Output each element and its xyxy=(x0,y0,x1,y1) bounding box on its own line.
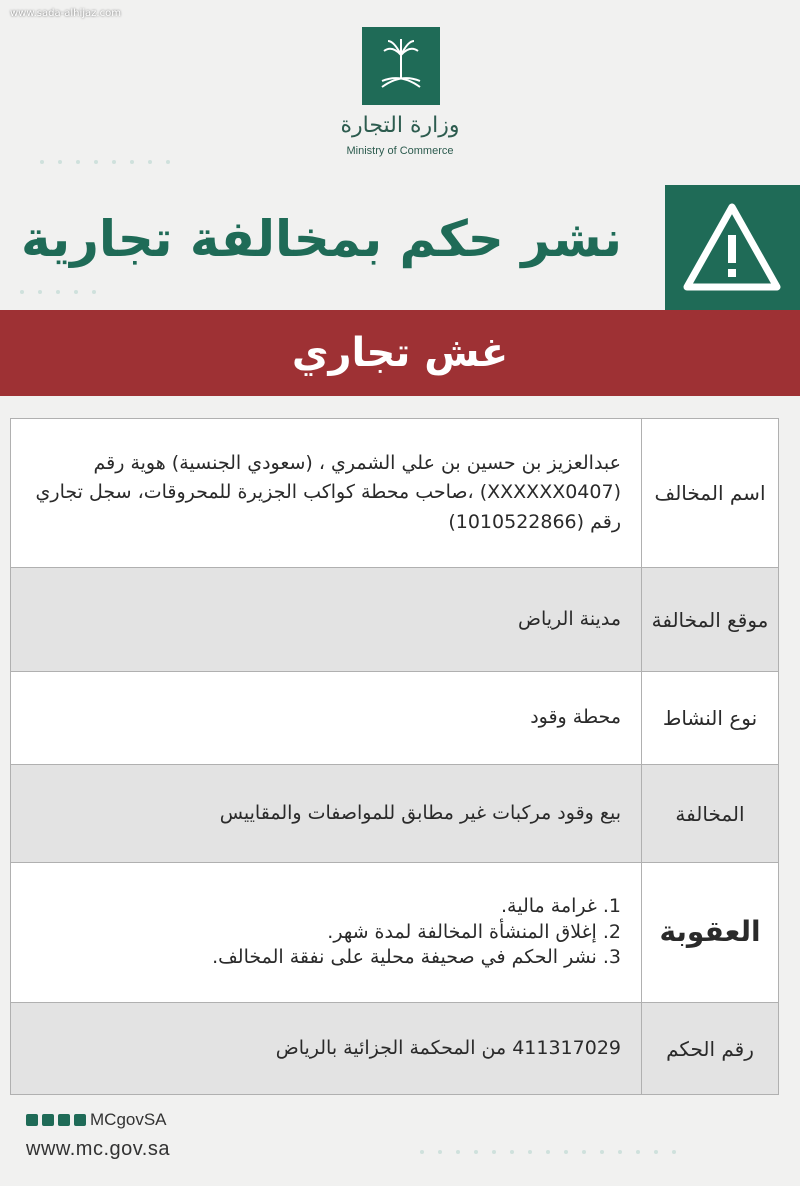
violation-description: بيع وقود مركبات غير مطابق للمواصفات والمقاييس xyxy=(219,801,621,824)
activity-type: محطة وقود xyxy=(530,706,621,729)
twitter-icon[interactable] xyxy=(26,1114,38,1126)
youtube-icon[interactable] xyxy=(74,1114,86,1126)
palm-swords-emblem xyxy=(362,27,440,105)
penalty-list xyxy=(212,894,621,971)
penalty-cell xyxy=(11,863,641,1002)
table-row xyxy=(11,671,778,764)
footer xyxy=(26,1110,170,1161)
ministry-logo xyxy=(362,27,440,105)
watermark: www.sada-alhijaz.com xyxy=(10,8,121,19)
social-links xyxy=(26,1110,170,1130)
row-label: رقم الحكم xyxy=(641,1003,778,1094)
violation-location: مدينة الرياض xyxy=(518,607,621,630)
row-label: المخالفة xyxy=(641,765,778,862)
list-item: 1. غرامة مالية. xyxy=(501,895,621,918)
judgment-number: 411317029 من المحكمة الجزائية بالرياض xyxy=(275,1036,621,1059)
table-row xyxy=(11,419,778,567)
website-link[interactable]: www.mc.gov.sa xyxy=(26,1138,170,1160)
row-label: نوع النشاط xyxy=(641,672,778,764)
violation-type: غش تجاري xyxy=(291,330,509,376)
ministry-name-arabic: وزارة التجارة xyxy=(340,113,460,138)
warning-icon xyxy=(665,185,800,310)
table-row xyxy=(11,567,778,671)
instagram-icon[interactable] xyxy=(58,1114,70,1126)
list-item: 2. إغلاق المنشأة المخالفة لمدة شهر. xyxy=(327,920,621,943)
page-title: نشر حكم بمخالفة تجارية xyxy=(21,210,622,268)
row-label: موقع المخالفة xyxy=(641,568,778,671)
social-handle[interactable]: MCgovSA xyxy=(90,1110,167,1129)
ministry-name-english: Ministry of Commerce xyxy=(346,145,454,157)
violator-name: عبدالعزيز بن حسين بن علي الشمري ، (سعودي الجنسية) هوية رقم (XXXXXX0407) ،صاحب محطة كواكب الجزيرة للمحروقات، سجل تجاري رقم (1010522866) xyxy=(35,451,621,533)
row-label: العقوبة xyxy=(641,863,778,1002)
violation-type-banner xyxy=(0,310,800,396)
violation-table xyxy=(10,418,779,1095)
facebook-icon[interactable] xyxy=(42,1114,54,1126)
row-label: اسم المخالف xyxy=(641,419,778,567)
table-row xyxy=(11,1002,778,1094)
table-row xyxy=(11,862,778,1002)
table-row xyxy=(11,764,778,862)
warning-box xyxy=(665,185,800,310)
list-item: 3. نشر الحكم في صحيفة محلية على نفقة المخالف. xyxy=(212,946,621,969)
decorative-dots xyxy=(20,290,96,294)
decorative-dots xyxy=(420,1150,676,1154)
decorative-dots xyxy=(40,160,170,164)
